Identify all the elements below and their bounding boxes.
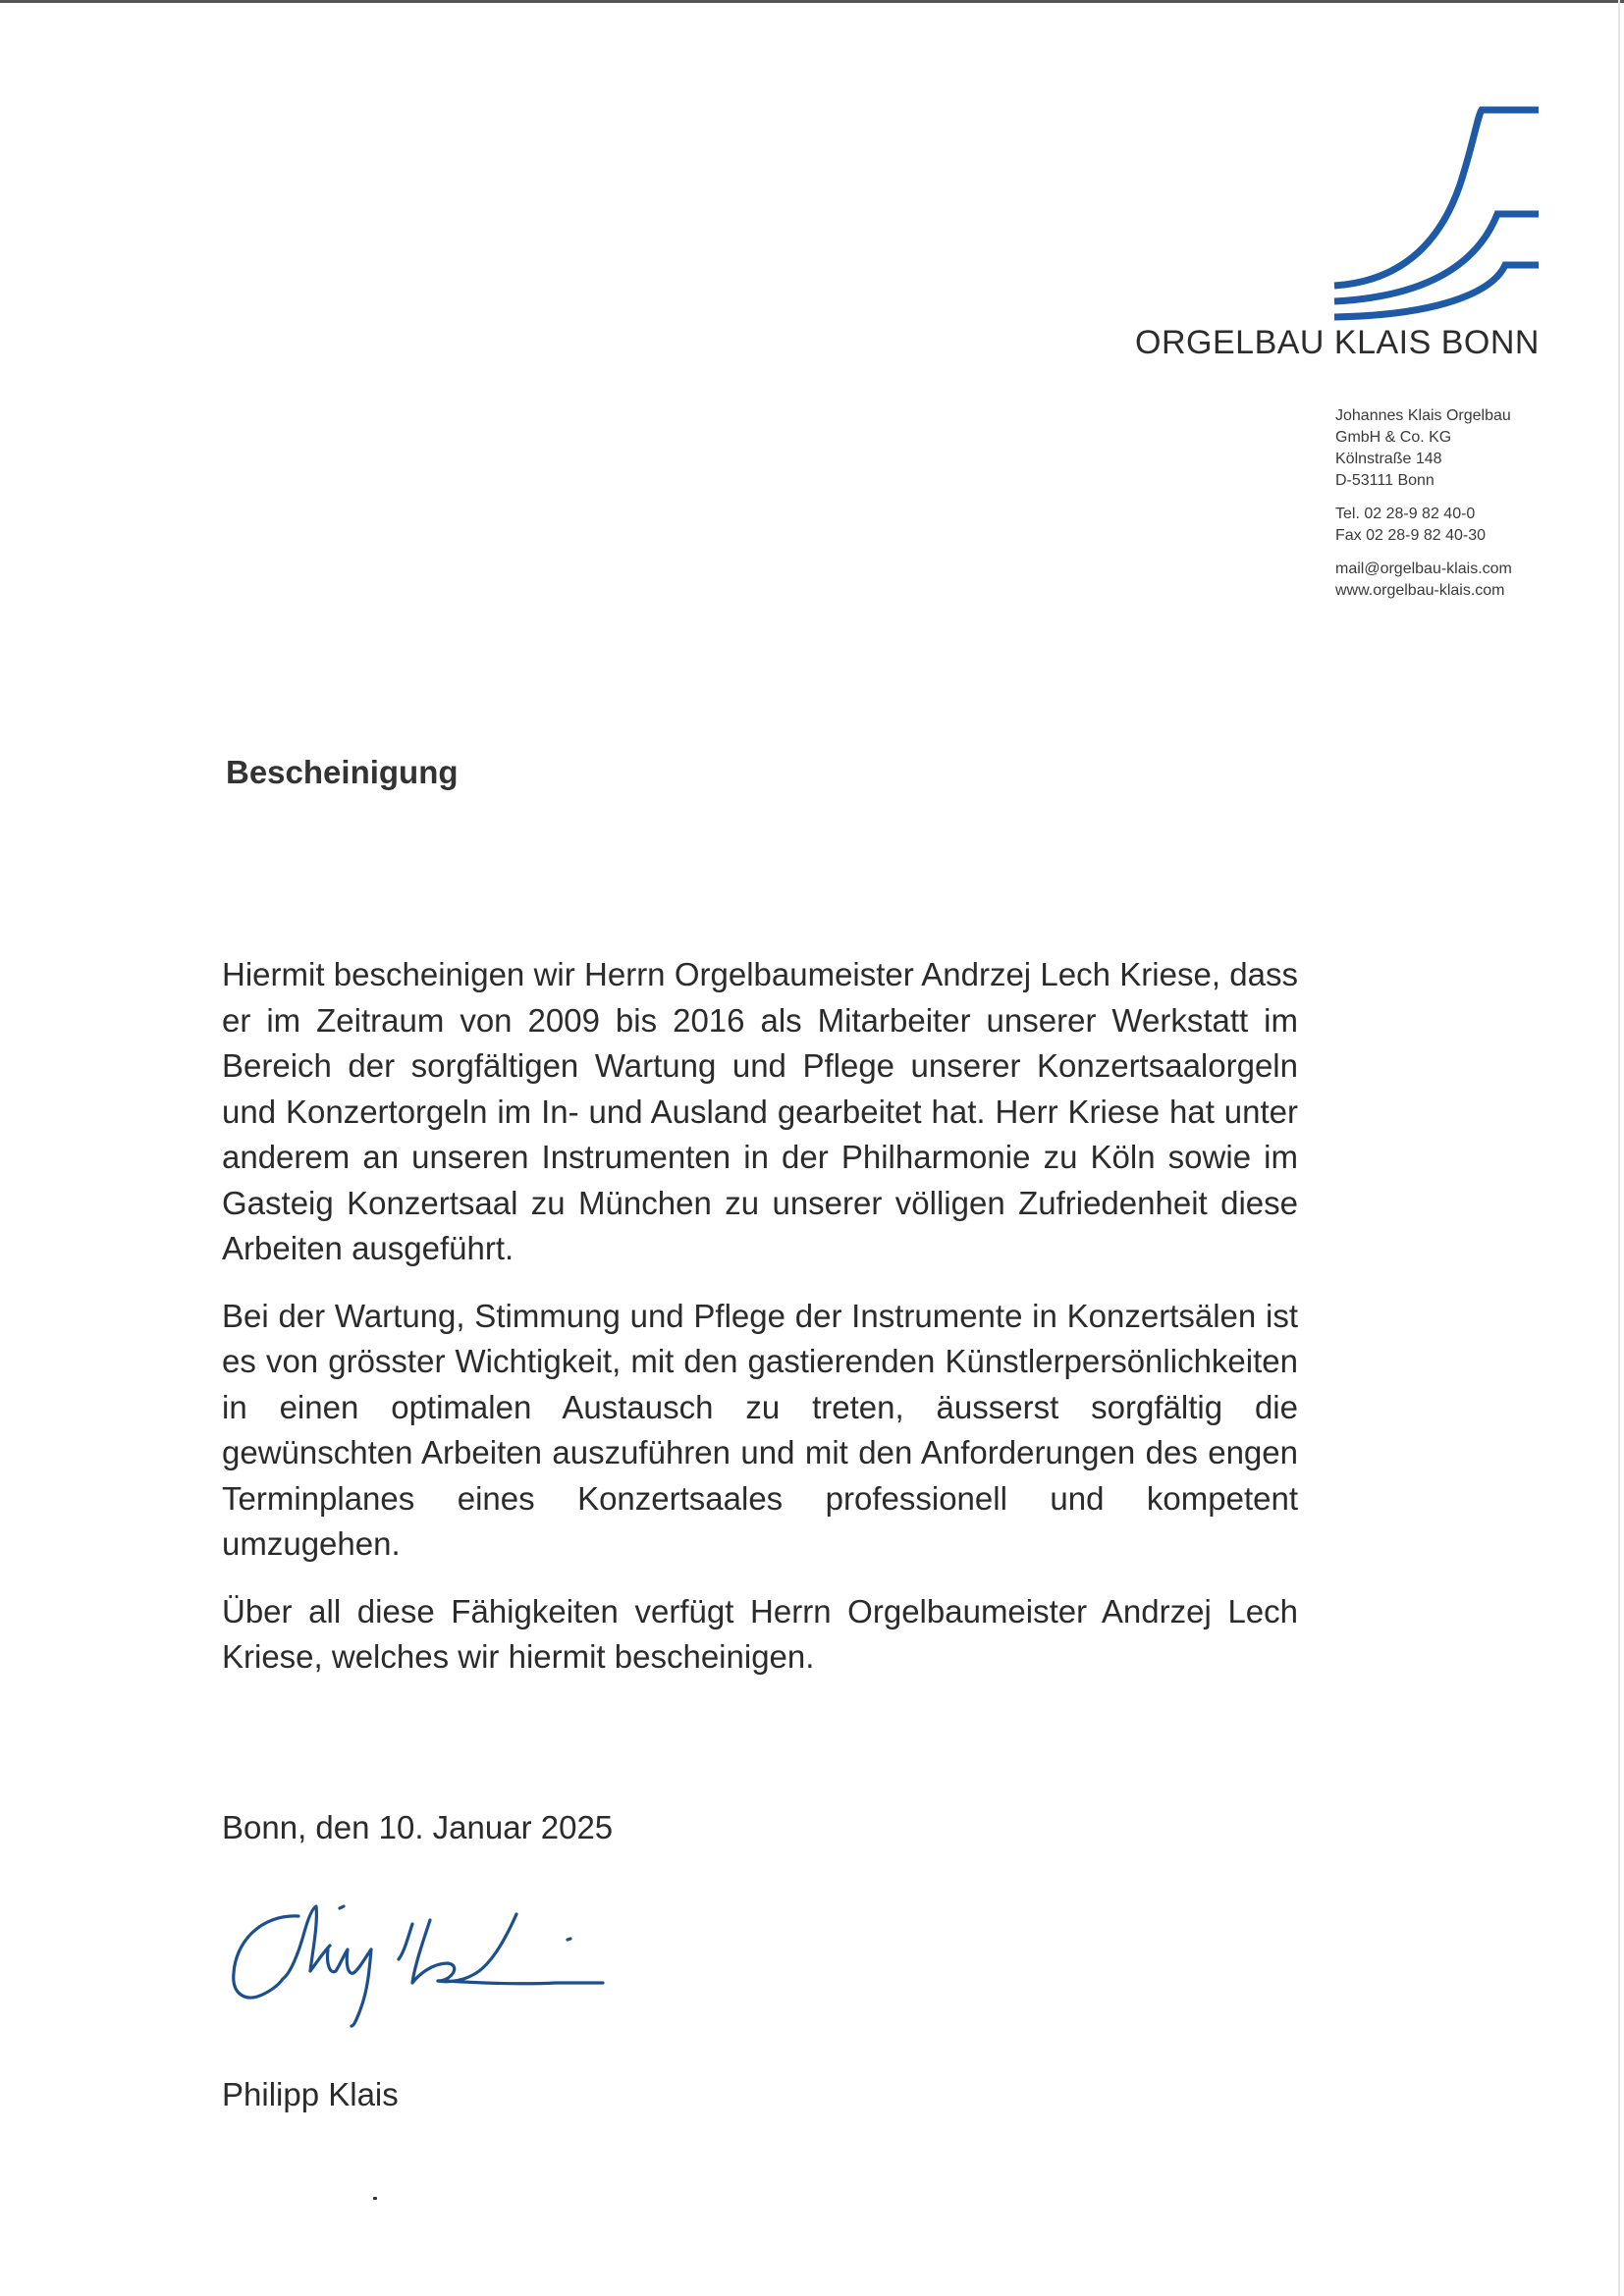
email-address: mail@orgelbau-klais.com [1335,561,1512,577]
organ-pipes-logo-icon [1330,106,1546,327]
phone-number: Tel. 02 28-9 82 40-0 [1335,506,1476,522]
brand-name: ORGELBAU KLAIS BONN [1135,324,1540,361]
body-paragraph-2: Bei der Wartung, Stimmung und Pflege der Instrumente in Konzertsälen ist es von grösster Wichtigkeit, mit den gastierenden Künstlerpersönlichkeiten in einen optimalen Austausch zu treten, äusserst sorgfältig die gewünschten Arbeiten auszuführen und mit den Anforderungen des engen Terminplanes eines Konzertsaales professionell und kompetent umzugehen. [222,1297,1298,1562]
body-paragraph-1: Hiermit bescheinigen wir Herrn Orgelbaumeister Andrzej Lech Kriese, dass er im Zeitraum von 2009 bis 2016 als Mitarbeiter unserer Werkstatt im Bereich der sorgfältigen Wartung und Pflege unserer Konzertsaalorgeln und Konzertorgeln im In- und Ausland gearbeitet hat. Herr Kriese hat unter anderem an unseren Instrumenten in der Philharmonie zu Köln sowie im Gasteig Konzertsaal zu München zu unserer völligen Zufriedenheit diese Arbeiten ausgeführt. [222,956,1298,1266]
address-line-street: Kölnstraße 148 [1335,451,1442,467]
address-line-city: D-53111 Bonn [1335,472,1435,489]
scan-edge [1618,0,1620,2296]
fax-number: Fax 02 28-9 82 40-30 [1335,527,1486,544]
place-and-date: Bonn, den 10. Januar 2025 [222,1809,614,1845]
address-line-company: Johannes Klais Orgelbau [1335,407,1511,424]
handwritten-signature [222,1895,752,2032]
scan-speck [373,2197,377,2200]
signer-name: Philipp Klais [222,2076,399,2112]
document-body [222,952,1298,1702]
website-url: www.orgelbau-klais.com [1335,582,1505,599]
page-top-border [0,0,1624,3]
body-paragraph-3: Über all diese Fähigkeiten verfügt Herrn Orgelbaumeister Andrzej Lech Kriese, welches wir hiermit bescheinigen. [222,1592,1298,1675]
document-title: Bescheinigung [226,754,459,790]
address-line-legal-form: GmbH & Co. KG [1335,429,1452,446]
company-address [1335,405,1581,602]
